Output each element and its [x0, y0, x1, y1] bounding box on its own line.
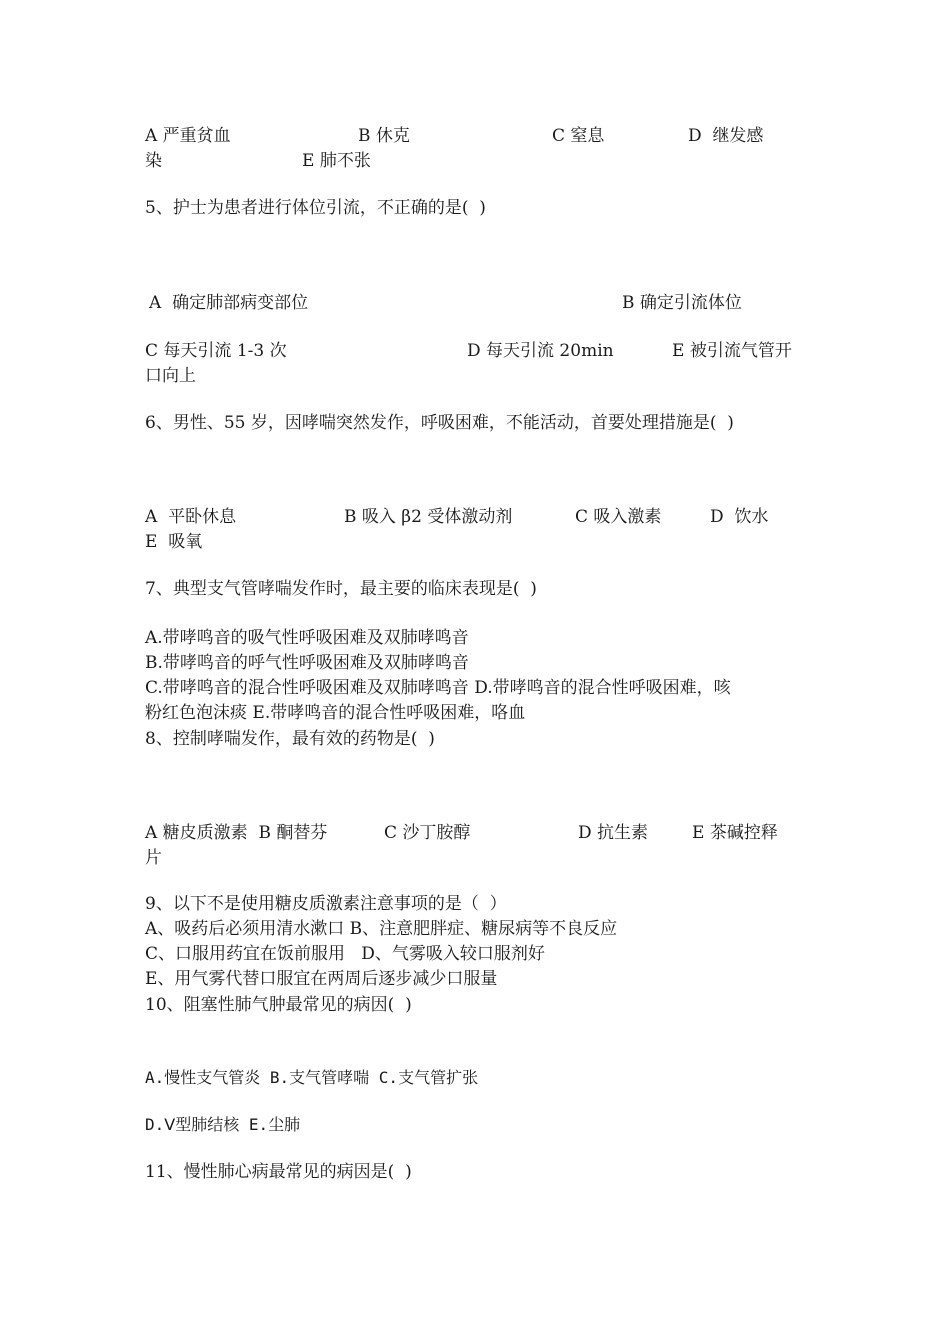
- q11-question: 11、慢性肺心病最常见的病因是( ): [145, 1162, 412, 1182]
- q9-option-line-3: E、用气雾代替口服宜在两周后逐步减少口服量: [145, 969, 498, 989]
- q8-option-c: C 沙丁胺醇: [384, 823, 471, 843]
- q5-option-e: E 被引流气管开: [672, 341, 792, 361]
- q5-question: 5、护士为患者进行体位引流，不正确的是( ): [145, 198, 486, 218]
- q7-option-line-2: B.带哮鸣音的呼气性呼吸困难及双肺哮鸣音: [145, 653, 469, 673]
- q8-option-ab: A 糖皮质激素 B 酮替芬: [145, 823, 328, 843]
- q9-question: 9、以下不是使用糖皮质激素注意事项的是（ ）: [145, 894, 507, 914]
- q8-option-e: E 茶碱控释: [692, 823, 778, 843]
- q6-option-c: C 吸入激素: [575, 507, 662, 527]
- q7-option-line-1: A.带哮鸣音的吸气性呼吸困难及双肺哮鸣音: [145, 628, 469, 648]
- q4-option-b: B 休克: [358, 126, 410, 146]
- q10-option-line-2: D.Ⅴ型肺结核 E.尘肺: [145, 1115, 301, 1134]
- q7-option-line-3: C.带哮鸣音的混合性呼吸困难及双肺哮鸣音 D.带哮鸣音的混合性呼吸困难，咳: [145, 678, 731, 698]
- q8-question: 8、控制哮喘发作，最有效的药物是( ): [145, 729, 435, 749]
- q6-option-e: E 吸氧: [145, 532, 203, 552]
- q9-option-line-1: A、吸药后必须用清水漱口 B、注意肥胖症、糖尿病等不良反应: [145, 919, 618, 939]
- q4-option-e: E 肺不张: [302, 151, 371, 171]
- q6-option-d: D 饮水: [710, 507, 769, 527]
- q10-question: 10、阻塞性肺气肿最常见的病因( ): [145, 995, 412, 1015]
- q10-option-line-1: A.慢性支气管炎 B.支气管哮喘 C.支气管扩张: [145, 1068, 479, 1087]
- q5-option-a: A 确定肺部病变部位: [149, 293, 309, 313]
- q5-option-c: C 每天引流 1-3 次: [145, 341, 287, 361]
- q7-option-line-4: 粉红色泡沫痰 E.带哮鸣音的混合性呼吸困难，咯血: [145, 703, 526, 723]
- q4-option-a: A 严重贫血: [145, 126, 231, 146]
- q8-option-d: D 抗生素: [578, 823, 649, 843]
- q5-option-e-cont: 口向上: [145, 366, 196, 386]
- q8-option-e-cont: 片: [145, 848, 162, 868]
- q6-option-b: B 吸入 β2 受体激动剂: [344, 507, 513, 527]
- q5-option-b: B 确定引流体位: [622, 293, 742, 313]
- q5-option-d: D 每天引流 20min: [467, 341, 614, 361]
- q7-question: 7、典型支气管哮喘发作时，最主要的临床表现是( ): [145, 579, 537, 599]
- q6-question: 6、男性、55 岁，因哮喘突然发作，呼吸困难，不能活动，首要处理措施是( ): [145, 413, 734, 433]
- q4-option-d: D 继发感: [688, 126, 764, 146]
- q4-option-d-cont: 染: [145, 151, 162, 171]
- q6-option-a: A 平卧休息: [145, 507, 237, 527]
- q4-option-c: C 窒息: [552, 126, 605, 146]
- q9-option-line-2: C、口服用药宜在饭前服用 D、气雾吸入较口服剂好: [145, 944, 545, 964]
